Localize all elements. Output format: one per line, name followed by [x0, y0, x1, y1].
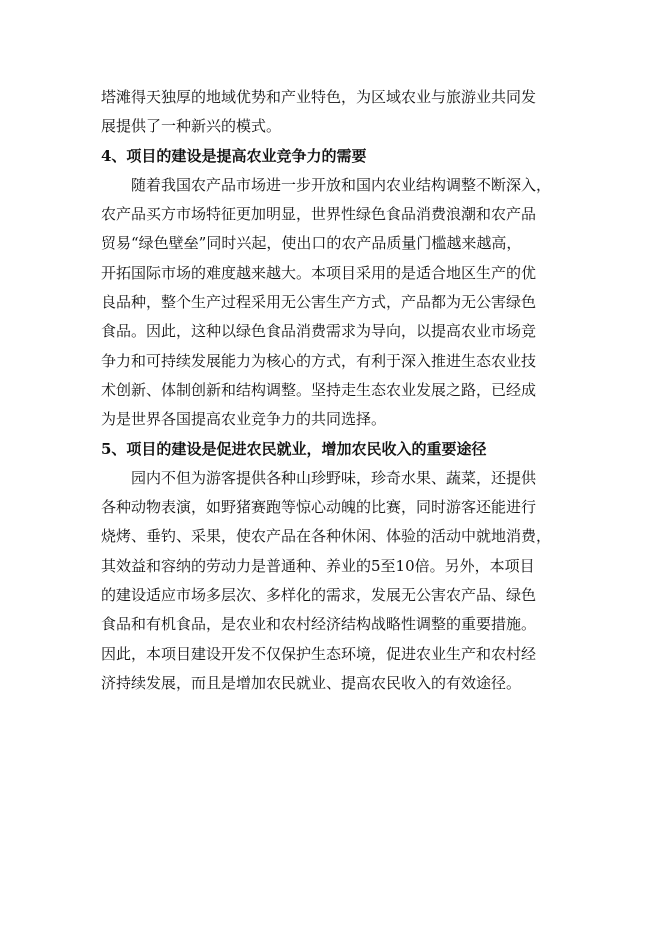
text-line: 开拓国际市场的难度越来越大。本项目采用的是适合地区生产的优 — [101, 263, 537, 282]
text-line: 良品种，整个生产过程采用无公害生产方式，产品都为无公害绿色 — [101, 293, 537, 312]
text-line: 术创新、体制创新和结构调整。坚持走生态农业发展之路，已经成 — [101, 380, 537, 399]
text-line: 展提供了一种新兴的模式。 — [101, 117, 282, 136]
text-line: 塔滩得天独厚的地域优势和产业特色，为区域农业与旅游业共同发 — [101, 88, 537, 106]
text-line: 食品。因此，这种以绿色食品消费需求为导向，以提高农业市场竞 — [101, 322, 537, 341]
text-line: 农产品买方市场特征更加明显，世界性绿色食品消费浪潮和农产品 — [101, 205, 537, 224]
text-line: 贸易“绿色壁垒”同时兴起，使出口的农产品质量门槛越来越高， — [101, 234, 522, 253]
section-5-heading: 5、项目的建设是促进农民就业，增加农民收入的重要途径 — [101, 439, 487, 458]
text-line: 争力和可持续发展能力为核心的方式，有利于深入推进生态农业技 — [101, 351, 537, 370]
text-line: 因此，本项目建设开发不仅保护生态环境，促进农业生产和农村经 — [101, 644, 537, 663]
text-line: 其效益和容纳的劳动力是普通种、养业的5至10倍。另外，本项目 — [101, 556, 535, 575]
text-line: 为是世界各国提高农业竞争力的共同选择。 — [101, 410, 387, 429]
text-line: 烧烤、垂钓、采果，使农产品在各种休闲、体验的活动中就地消费， — [101, 527, 552, 546]
section-5-paragraph — [101, 464, 563, 698]
text-line: 园内不但为游客提供各种山珍野味，珍奇水果、蔬菜，还提供 — [131, 468, 537, 487]
text-line: 随着我国农产品市场进一步开放和国内农业结构调整不断深入， — [131, 175, 552, 194]
section-4-paragraph — [101, 171, 563, 435]
text-line: 济持续发展，而且是增加农民就业、提高农民收入的有效途径。 — [101, 673, 522, 692]
text-line: 食品和有机食品，是农业和农村经济结构战略性调整的重要措施。 — [101, 615, 537, 634]
intro-paragraph — [101, 83, 563, 142]
section-4-heading: 4、项目的建设是提高农业竞争力的需要 — [101, 146, 367, 165]
text-line: 各种动物表演，如野猪赛跑等惊心动魄的比赛，同时游客还能进行 — [101, 498, 537, 517]
document-body — [101, 83, 563, 698]
text-line: 的建设适应市场多层次、多样化的需求，发展无公害农产品、绿色 — [101, 586, 537, 605]
